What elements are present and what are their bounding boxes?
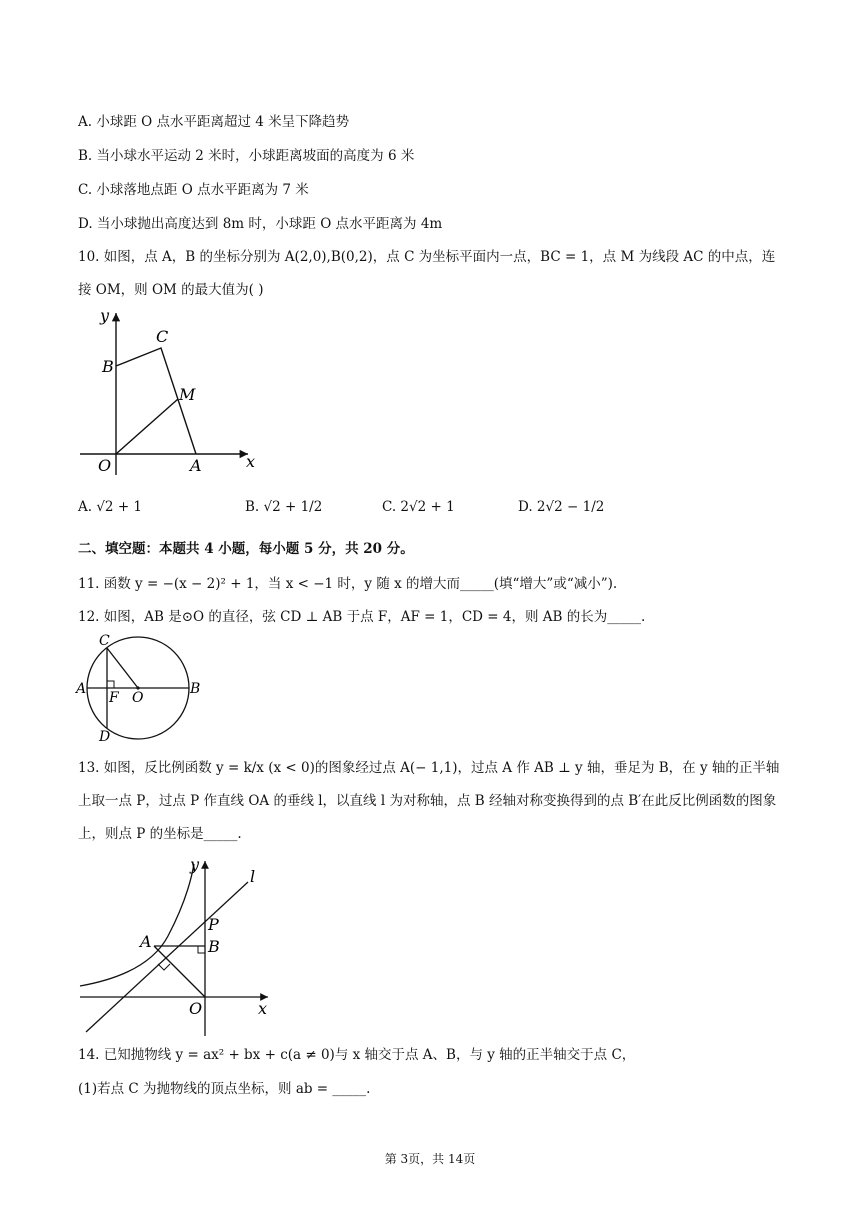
label-c: C: [156, 327, 169, 346]
option-10b: B. √2 + 1/2: [245, 499, 323, 515]
label-x: x: [246, 452, 256, 471]
label-o: O: [189, 999, 203, 1018]
label-f: F: [109, 690, 119, 706]
line-l: [86, 882, 248, 1032]
question-11-text: 11. 函数 y = −(x − 2)² + 1，当 x < −1 时，y 随 x 的增大而_____(填“增大”或“减小”).: [78, 576, 618, 592]
right-angle-mark-b: [198, 946, 205, 953]
option-10c: C. 2√2 + 1: [382, 499, 455, 515]
label-a: A: [140, 932, 152, 951]
option-10d: D. 2√2 − 1/2: [518, 499, 605, 515]
page-footer: 第 3页，共 14页: [384, 1152, 476, 1166]
option-9d: D. 当小球抛出高度达到 8m 时，小球距 O 点水平距离为 4m: [78, 216, 443, 232]
question-10-figure: [78, 305, 278, 485]
question-14-sub1: (1)若点 C 为抛物线的顶点坐标，则 ab = _____.: [78, 1081, 371, 1097]
label-b: B: [102, 357, 114, 376]
label-o: O: [132, 690, 144, 706]
label-b: B: [208, 937, 220, 956]
segment-co: [107, 648, 138, 688]
question-13-text: 13. 如图，反比例函数 y = k/x (x < 0)的图象经过点 A(− 1,1)，过点 A 作 AB ⊥ y 轴，垂足为 B，在 y 轴的正半轴上取一点 P，过点 P 作直线 OA 的垂线 l，以直线 l 为对称轴，点 B 经轴对称变换得到的点 B′在此反比例函数的图象上，则点 P 的坐标是_____.: [78, 760, 780, 842]
label-b: B: [190, 681, 201, 697]
right-angle-mark: [107, 681, 114, 688]
question-14-text: 14. 已知抛物线 y = ax² + bx + c(a ≠ 0)与 x 轴交于点 A、B，与 y 轴的正半轴交于点 C，: [78, 1047, 636, 1063]
question-12-figure: [74, 632, 214, 744]
section-2-title: 二、填空题：本题共 4 小题，每小题 5 分，共 20 分。: [78, 541, 414, 557]
question-12-text: 12. 如图，AB 是⊙O 的直径，弦 CD ⊥ AB 于点 F，AF = 1，CD = 4，则 AB 的长为_____.: [78, 609, 646, 625]
segment-om: [116, 399, 178, 454]
hyperbola: [80, 864, 194, 986]
question-13-figure: [78, 856, 278, 1038]
question-10-text: 10. 如图，点 A，B 的坐标分别为 A(2,0),B(0,2)，点 C 为坐标平面内一点，BC = 1，点 M 为线段 AC 的中点，连接 OM，则 OM 的最大值为( ): [78, 249, 776, 298]
label-o: O: [98, 456, 112, 475]
segment-ao: [154, 946, 205, 997]
option-9b: B. 当小球水平运动 2 米时，小球距离坡面的高度为 6 米: [78, 148, 415, 164]
question-10-options: [78, 499, 778, 523]
label-a: A: [76, 681, 87, 697]
label-x: x: [258, 999, 268, 1018]
option-9c: C. 小球落地点距 O 点水平距离为 7 米: [78, 182, 309, 198]
label-p: P: [208, 915, 219, 934]
label-y: y: [190, 856, 200, 874]
label-m: M: [179, 385, 196, 404]
right-angle-mark-l: [158, 964, 170, 970]
label-y: y: [100, 306, 110, 325]
label-l: l: [250, 867, 256, 886]
option-9a: A. 小球距 O 点水平距离超过 4 米呈下降趋势: [78, 114, 350, 130]
label-a: A: [190, 456, 202, 475]
label-c: C: [99, 633, 110, 649]
label-d: D: [99, 729, 111, 744]
option-10a: A. √2 + 1: [78, 499, 143, 515]
